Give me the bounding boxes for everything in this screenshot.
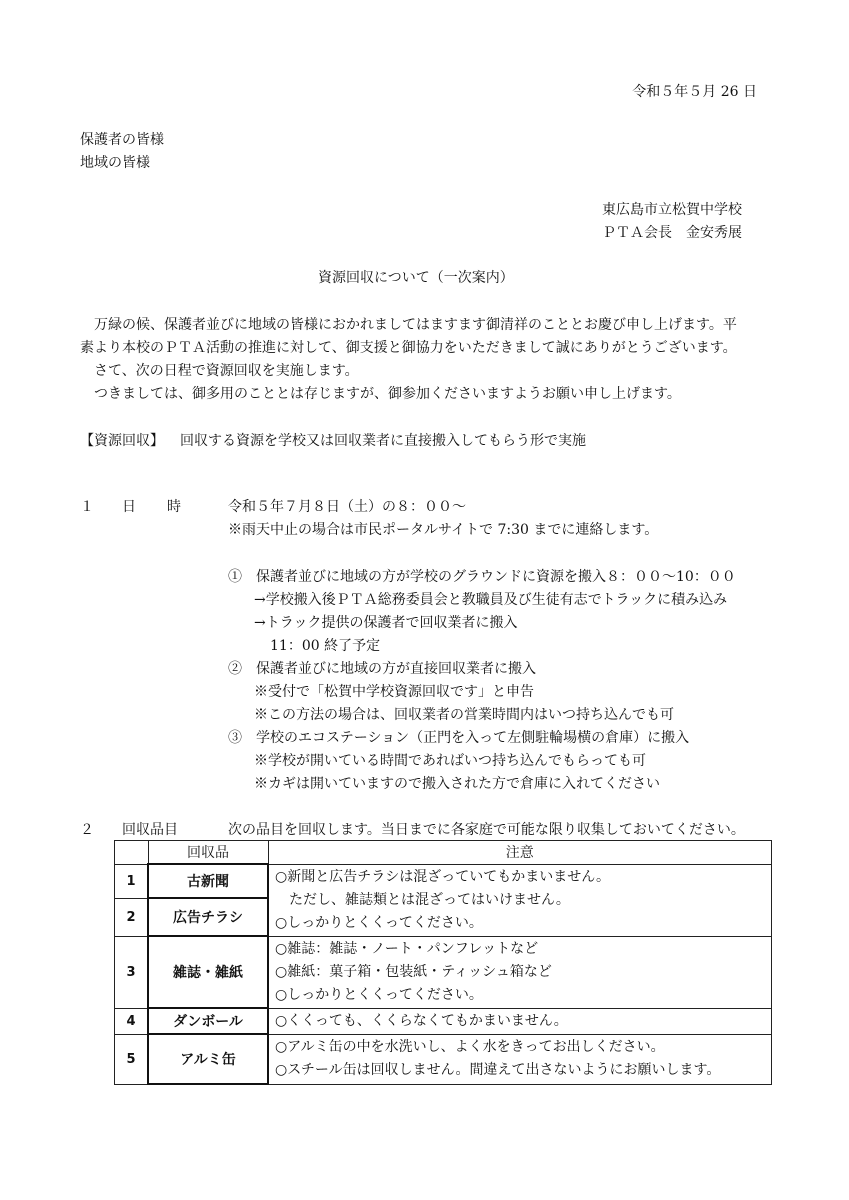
option-line: ※カギは開いていますので搬入された方で倉庫に入れてください xyxy=(254,776,660,792)
table-header-notes: 注意 xyxy=(268,841,772,865)
item-name: ダンボール xyxy=(148,1008,268,1034)
note-line: ○しっかりとくくってください。 xyxy=(275,914,483,931)
item-name: アルミ缶 xyxy=(148,1034,268,1084)
note-line: ○くくっても、くくらなくてもかまいません。 xyxy=(275,1012,568,1029)
section2-text: 次の品目を回収します。当日までに各家庭で可能な限り収集しておいてください。 xyxy=(228,822,745,838)
note-line: ○しっかりとくくってください。 xyxy=(275,986,483,1003)
option-line: ※この方法の場合は、回収業者の営業時間内はいつ持ち込んでも可 xyxy=(254,707,674,723)
option-line: →トラック提供の保護者で回収業者に搬入 xyxy=(254,615,518,631)
note-line: ○アルミ缶の中を水洗いし、よく水をきってお出しください。 xyxy=(275,1039,665,1055)
collection-items-table xyxy=(114,840,772,1085)
item-notes xyxy=(268,864,772,936)
intro-line: さて、次の日程で資源回収を実施します。 xyxy=(80,363,359,379)
note-line: ○雑誌：雑誌・ノート・パンフレットなど xyxy=(275,940,539,957)
intro-line: つきましては、御多用のこととは存じますが、御参加くださいますようお願い申し上げます。 xyxy=(80,386,681,402)
row-number: 1 xyxy=(115,864,149,898)
table-row xyxy=(115,1008,772,1034)
table-row xyxy=(115,864,772,898)
method-label: 【資源回収】 xyxy=(80,433,164,449)
row-number: 5 xyxy=(115,1034,149,1084)
recipient-parents: 保護者の皆様 xyxy=(80,132,164,148)
document-date: 令和５年５月 26 日 xyxy=(632,84,757,100)
table-header-number xyxy=(115,841,149,865)
item-notes xyxy=(268,1034,772,1084)
option-line: ① 保護者並びに地域の方が学校のグラウンドに資源を搬入８：００～10：００ xyxy=(228,569,736,585)
option-line: ③ 学校のエコステーション（正門を入って左側駐輪場横の倉庫）に搬入 xyxy=(228,730,690,746)
section1-label-day: 日 xyxy=(122,499,136,515)
intro-line: 万緑の候、保護者並びに地域の皆様におかれましてはますます御清祥のこととお慶び申し上げます。平 xyxy=(80,317,737,333)
option-line: 11：00 終了予定 xyxy=(270,638,381,654)
table-header-item: 回収品 xyxy=(148,841,268,865)
intro-paragraph xyxy=(80,314,780,406)
row-number: 4 xyxy=(115,1008,149,1034)
option-line: ※受付で「松賀中学校資源回収です」と申告 xyxy=(254,684,534,700)
item-name: 古新聞 xyxy=(148,864,268,898)
row-number: 2 xyxy=(115,898,149,936)
item-notes xyxy=(268,936,772,1008)
sender-chair: ＰＴＡ会長 金安秀展 xyxy=(602,225,742,241)
item-name: 雑誌・雑紙 xyxy=(148,936,268,1008)
note-line: ○新聞と広告チラシは混ざっていてもかまいません。 xyxy=(275,868,611,885)
option-line: →学校搬入後ＰＴＡ総務委員会と教職員及び生徒有志でトラックに積み込み xyxy=(254,592,728,608)
recipient-community: 地域の皆様 xyxy=(80,155,150,171)
section1-label-time: 時 xyxy=(167,499,181,515)
sender-school: 東広島市立松賀中学校 xyxy=(602,202,742,218)
section1-number: １ xyxy=(80,499,94,515)
section2-number: ２ xyxy=(80,822,94,838)
section2-label: 回収品目 xyxy=(122,822,178,838)
row-number: 3 xyxy=(115,936,149,1008)
table-row xyxy=(115,936,772,1008)
option-line: ② 保護者並びに地域の方が直接回収業者に搬入 xyxy=(228,661,536,677)
note-line: ○スチール缶は回収しません。間違えて出さないようにお願いします。 xyxy=(275,1062,721,1078)
option-line: ※学校が開いている時間であればいつ持ち込んでもらっても可 xyxy=(254,753,646,769)
note-line: ○雑紙：菓子箱・包装紙・ティッシュ箱など xyxy=(275,963,552,980)
method-text: 回収する資源を学校又は回収業者に直接搬入してもらう形で実施 xyxy=(180,433,586,449)
section1-rain-note: ※雨天中止の場合は市民ポータルサイトで 7:30 までに連絡します。 xyxy=(228,522,659,538)
intro-line: 素より本校のＰＴＡ活動の推進に対して、御支援と御協力をいただきまして誠にありがとうございます。 xyxy=(80,340,737,356)
table-header-row xyxy=(115,841,772,865)
item-notes xyxy=(268,1008,772,1034)
document-title: 資源回収について（一次案内） xyxy=(318,270,514,286)
table-row xyxy=(115,1034,772,1084)
section1-datetime: 令和５年７月８日（土）の８：００～ xyxy=(228,499,466,515)
item-name: 広告チラシ xyxy=(148,898,268,936)
note-line: ただし、雑誌類とは混ざってはいけません。 xyxy=(275,891,570,908)
